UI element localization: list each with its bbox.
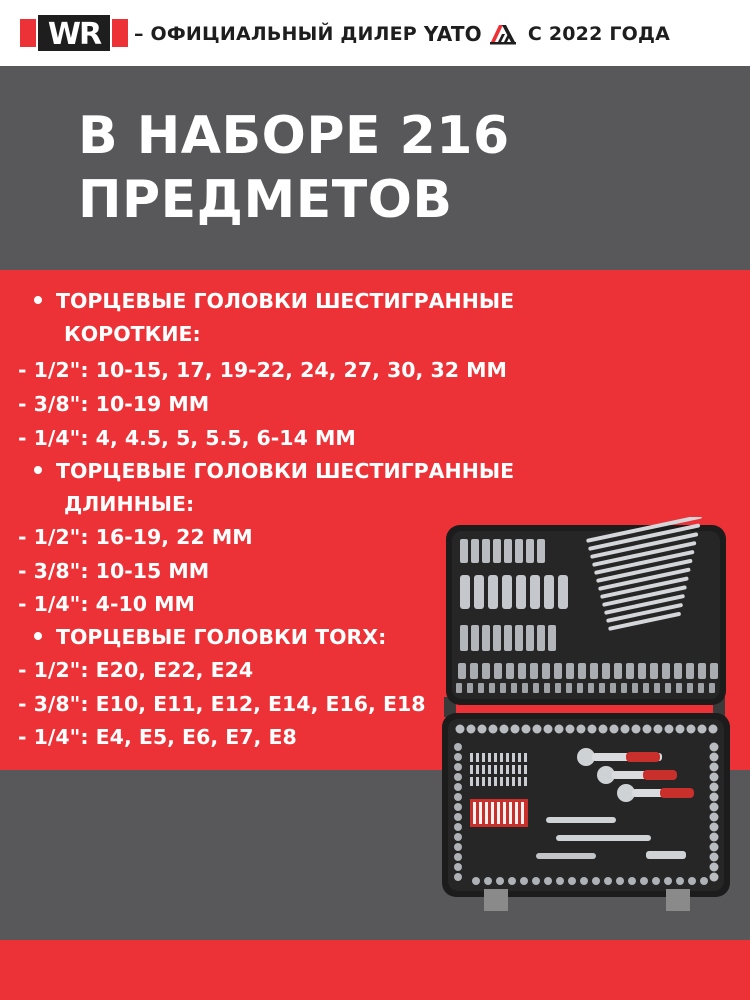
yato-logo-icon <box>488 23 518 45</box>
spec-bullet: ТОРЦЕВЫЕ ГОЛОВКИ ШЕСТИГРАННЫЕ <box>34 285 514 318</box>
bullet-icon <box>34 296 42 304</box>
spec-bullet-continuation: ДЛИННЫЕ: <box>64 492 195 516</box>
logo-text: WR <box>47 17 101 51</box>
spec-item: - 3/8": 10-15 ММ <box>18 559 210 583</box>
page-title <box>78 104 718 232</box>
spec-item: - 1/4": E4, E5, E6, E7, E8 <box>18 725 297 749</box>
toolbox-case-image <box>436 517 733 913</box>
bottom-band <box>0 940 750 1000</box>
spec-bullet: ТОРЦЕВЫЕ ГОЛОВКИ TORX: <box>34 621 386 654</box>
spec-item: - 1/2": 16-19, 22 ММ <box>18 525 253 549</box>
since-text: С 2022 ГОДА <box>527 23 671 45</box>
spec-bullet: ТОРЦЕВЫЕ ГОЛОВКИ ШЕСТИГРАННЫЕ <box>34 455 514 488</box>
dealer-header <box>0 0 750 66</box>
wr-logo <box>20 15 128 51</box>
spec-item: - 3/8": E10, E11, E12, E14, E16, E18 <box>18 692 426 716</box>
spec-item: - 1/2": E20, E22, E24 <box>18 658 254 682</box>
dealer-tagline <box>134 18 670 50</box>
spec-item: - 1/4": 4-10 ММ <box>18 592 195 616</box>
spec-item: - 1/4": 4, 4.5, 5, 5.5, 6-14 ММ <box>18 426 356 450</box>
title-line-2: ПРЕДМЕТОВ <box>78 170 453 230</box>
spec-item: - 3/8": 10-19 ММ <box>18 392 210 416</box>
bullet-icon <box>34 632 42 640</box>
spec-item: - 1/2": 10-15, 17, 19-22, 24, 27, 30, 32 ММ <box>18 358 507 382</box>
bullet-icon <box>34 466 42 474</box>
dealer-text: – ОФИЦИАЛЬНЫЙ ДИЛЕР <box>134 23 417 45</box>
brand-name: YATO <box>423 22 482 46</box>
title-line-1: В НАБОРЕ 216 <box>78 106 510 166</box>
spec-bullet-continuation: КОРОТКИЕ: <box>64 322 201 346</box>
